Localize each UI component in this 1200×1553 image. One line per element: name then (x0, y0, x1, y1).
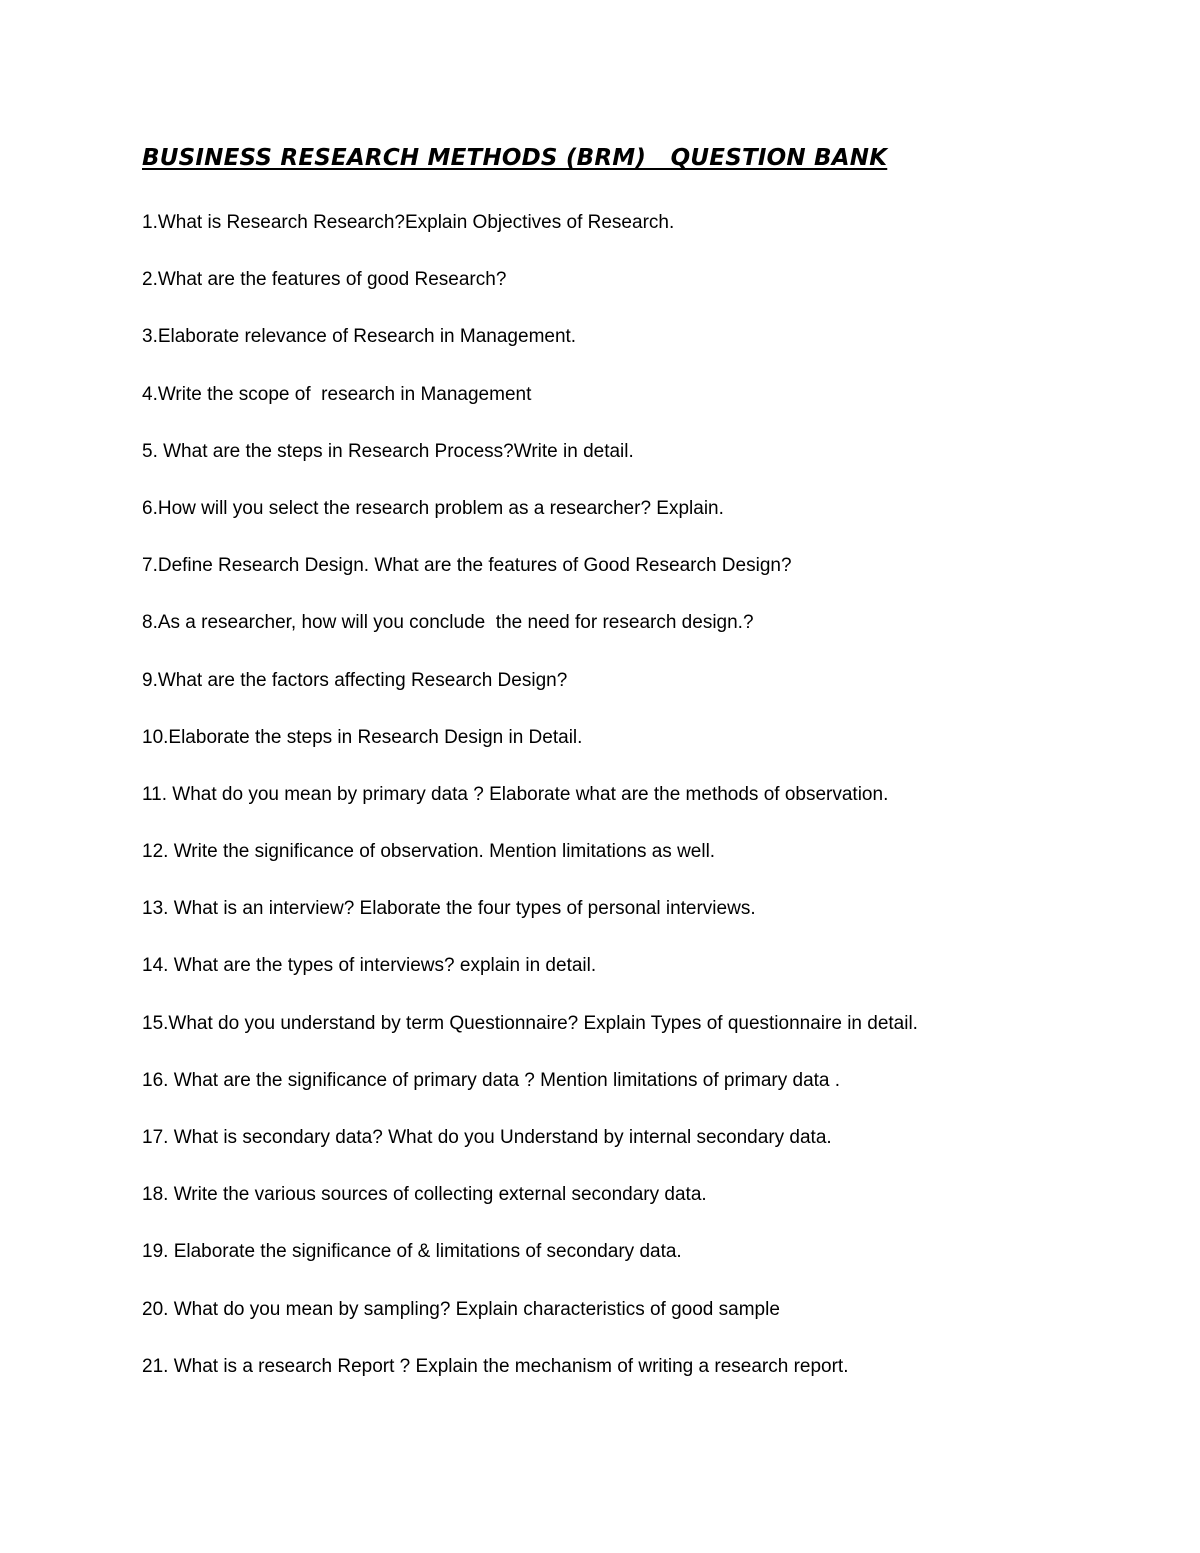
question-item: 10.Elaborate the steps in Research Design in Detail. (142, 726, 583, 748)
question-item: 6.How will you select the research problem as a researcher? Explain. (142, 497, 724, 519)
question-item: 20. What do you mean by sampling? Explain characteristics of good sample (142, 1298, 780, 1320)
question-item: 17. What is secondary data? What do you Understand by internal secondary data. (142, 1127, 832, 1148)
question-item: 2.What are the features of good Research? (142, 269, 507, 291)
question-item: 15.What do you understand by term Questionnaire? Explain Types of questionnaire in detail. (142, 1012, 918, 1034)
question-item: 11. What do you mean by primary data ? Elaborate what are the methods of observation. (142, 783, 889, 805)
question-item: 1.What is Research Research?Explain Objectives of Research. (142, 212, 675, 233)
question-item: 14. What are the types of interviews? explain in detail. (142, 955, 597, 977)
question-item: 5. What are the steps in Research Process?Write in detail. (142, 440, 634, 462)
question-item: 18. Write the various sources of collecting external secondary data. (142, 1184, 707, 1206)
question-item: 13. What is an interview? Elaborate the four types of personal interviews. (142, 898, 756, 920)
question-item: 16. What are the significance of primary data ? Mention limitations of primary data . (142, 1069, 841, 1091)
question-item: 7.Define Research Design. What are the features of Good Research Design? (142, 555, 792, 577)
question-list (142, 209, 918, 1410)
question-item: 4.Write the scope of research in Management (142, 383, 532, 405)
question-item: 19. Elaborate the significance of & limitations of secondary data. (142, 1241, 682, 1263)
question-item: 8.As a researcher, how will you conclude the need for research design.? (142, 612, 754, 634)
document-title: BUSINESS RESEARCH METHODS (BRM) QUESTION BANK (142, 145, 888, 171)
question-item: 9.What are the factors affecting Research Design? (142, 669, 568, 691)
question-item: 21. What is a research Report ? Explain the mechanism of writing a research report. (142, 1355, 849, 1377)
question-item: 3.Elaborate relevance of Research in Management. (142, 326, 577, 348)
question-item: 12. Write the significance of observation. Mention limitations as well. (142, 841, 716, 863)
